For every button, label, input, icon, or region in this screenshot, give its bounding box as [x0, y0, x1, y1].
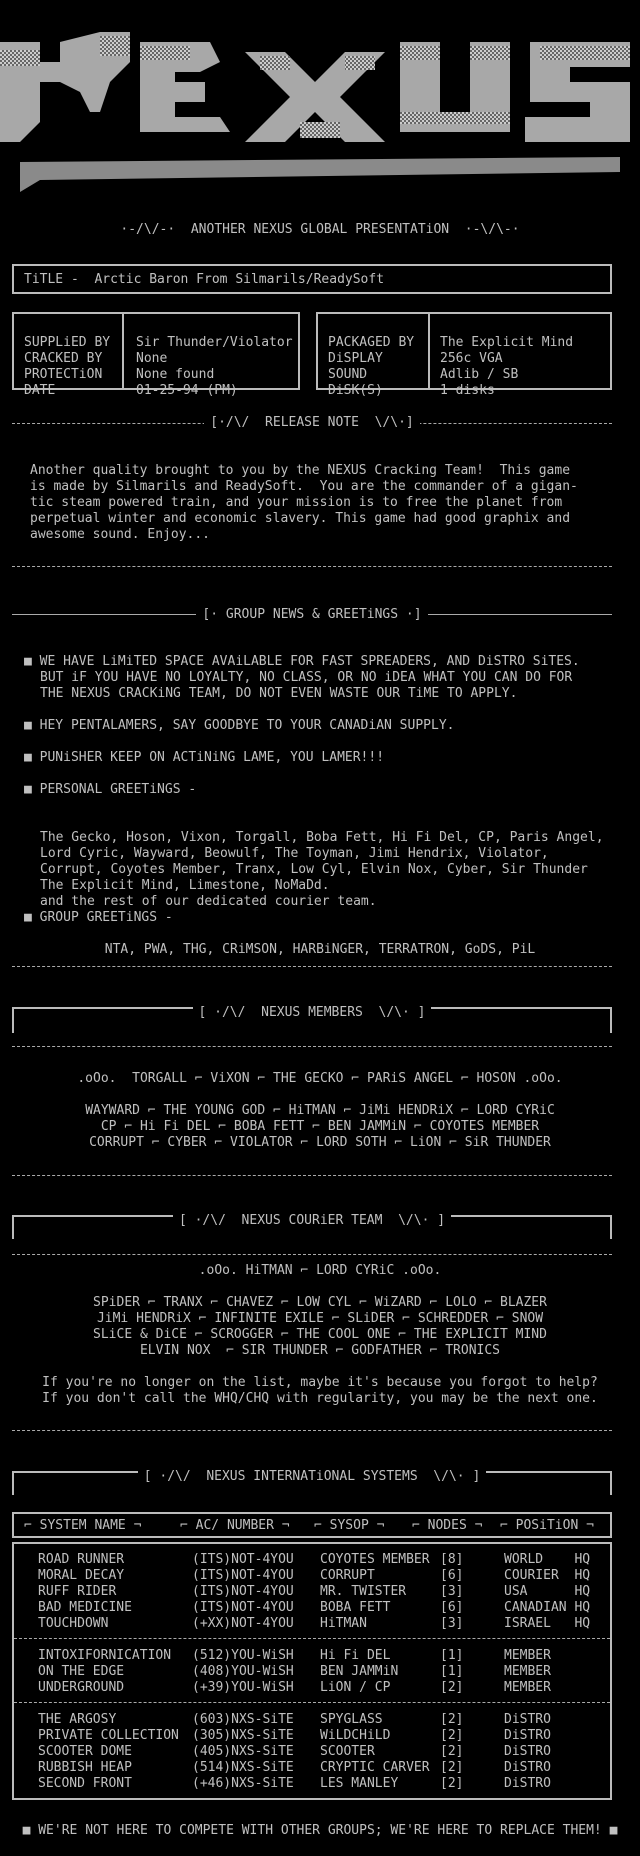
info-right-values: [440, 319, 573, 399]
system-cell: (ITS)NOT-4YOU: [192, 1584, 294, 1599]
info-left-labels: [24, 319, 110, 399]
news-item-1: ■ WE HAVE LiMiTED SPACE AVAiLABLE FOR FAST SPREADERS, AND DiSTRO SiTES.: [24, 654, 580, 669]
system-cell: (405)NXS-SiTE: [192, 1744, 294, 1759]
release-note-bottom-rule: [12, 566, 612, 567]
system-cell: [2]: [440, 1744, 464, 1759]
system-cell: [8]: [440, 1552, 464, 1567]
system-cell: MORAL DECAY: [38, 1568, 125, 1583]
courier-top: .oOo. HiTMAN ⌐ LORD CYRiC .oOo.: [198, 1263, 442, 1278]
members-line: CP ⌐ Hi Fi DEL ⌐ BOBA FETT ⌐ BEN JAMMiN ⌐ COYOTES MEMBER: [100, 1119, 540, 1134]
system-cell: LiON / CP: [320, 1680, 391, 1695]
system-cell: (ITS)NOT-4YOU: [192, 1568, 294, 1583]
members-header: [ ·/\/ NEXUS MEMBERS \/\· ]: [12, 1005, 612, 1021]
release-note-header: [·/\/ RELEASE NOTE \/\·]: [12, 415, 612, 431]
news-item-4: ■ PERSONAL GREETiNGS -: [24, 782, 197, 797]
system-cell: Hi Fi DEL: [320, 1648, 391, 1663]
system-cell: ISRAEL HQ: [504, 1616, 591, 1631]
members-top: .oOo. TORGALL ⌐ ViXON ⌐ THE GECKO ⌐ PARiS ANGEL ⌐ HOSON .oOo.: [77, 1071, 563, 1086]
date-value: 01-25-94 (PM): [136, 383, 238, 398]
system-cell: COURIER HQ: [504, 1568, 591, 1583]
group-greetings-list: NTA, PWA, THG, CRiMSON, HARBiNGER, TERRATRON, GoDS, PiL: [104, 942, 536, 957]
system-cell: [2]: [440, 1776, 464, 1791]
sound-value: Adlib / SB: [440, 367, 519, 382]
system-cell: MEMBER: [504, 1648, 551, 1663]
release-note-line: awesome sound. Enjoy...: [30, 527, 211, 542]
disks-label: DiSK(S): [328, 383, 383, 398]
system-cell: ON THE EDGE: [38, 1664, 125, 1679]
personal-greetings: [40, 814, 604, 910]
system-cell: LES MANLEY: [320, 1776, 399, 1791]
courier-note-line: If you don't call the WHQ/CHQ with regularity, you may be the next one.: [42, 1391, 598, 1406]
system-cell: [6]: [440, 1600, 464, 1615]
col-sysop: ⌐ SYSOP ¬: [314, 1518, 385, 1533]
col-system-name: ⌐ SYSTEM NAME ¬: [24, 1518, 142, 1533]
system-cell: CRYPTIC CARVER: [320, 1760, 430, 1775]
systems-group-divider: [14, 1702, 610, 1703]
system-cell: TOUCHDOWN: [38, 1616, 109, 1631]
system-cell: WiLDCHiLD: [320, 1728, 391, 1743]
system-cell: BEN JAMMiN: [320, 1664, 399, 1679]
col-position: ⌐ POSiTiON ¬: [500, 1518, 594, 1533]
system-cell: BAD MEDICINE: [38, 1600, 132, 1615]
system-cell: (ITS)NOT-4YOU: [192, 1552, 294, 1567]
supplied-by-value: Sir Thunder/Violator: [136, 335, 293, 350]
system-cell: (305)NXS-SiTE: [192, 1728, 294, 1743]
system-cell: RUFF RIDER: [38, 1584, 117, 1599]
system-cell: [1]: [440, 1664, 464, 1679]
disks-value: 1 disks: [440, 383, 495, 398]
group-greetings-label: ■ GROUP GREETiNGS -: [24, 910, 173, 925]
display-label: DiSPLAY: [328, 351, 383, 366]
date-label: DATE: [24, 383, 56, 398]
system-cell: BOBA FETT: [320, 1600, 391, 1615]
display-value: 256c VGA: [440, 351, 503, 366]
system-cell: UNDERGROUND: [38, 1680, 125, 1695]
release-note-line: tic steam powered train, and your mission is to free the planet from: [30, 495, 563, 510]
col-ac-number: ⌐ AC/ NUMBER ¬: [180, 1518, 290, 1533]
protection-value: None found: [136, 367, 215, 382]
system-cell: MEMBER: [504, 1664, 551, 1679]
system-cell: CANADIAN HQ: [504, 1600, 591, 1615]
supplied-by-label: SUPPLiED BY: [24, 335, 111, 350]
system-cell: ROAD RUNNER: [38, 1552, 125, 1567]
release-note-body: [30, 447, 578, 543]
system-cell: DiSTRO: [504, 1712, 551, 1727]
col-nodes: ⌐ NODES ¬: [412, 1518, 483, 1533]
info-left-values: [136, 319, 293, 399]
system-cell: (+XX)NOT-4YOU: [192, 1616, 294, 1631]
personal-greetings-line: Lord Cyric, Wayward, Beowulf, The Toyman, Jimi Hendrix, Violator,: [40, 846, 549, 861]
system-cell: WORLD HQ: [504, 1552, 591, 1567]
news-item-1-line-2: BUT iF YOU HAVE NO LOYALTY, NO CLASS, OR NO iDEA WHAT YOU CAN DO FOR: [40, 670, 573, 685]
members-line: CORRUPT ⌐ CYBER ⌐ VIOLATOR ⌐ LORD SOTH ⌐ LiON ⌐ SiR THUNDER: [89, 1135, 551, 1150]
system-cell: SCOOTER DOME: [38, 1744, 132, 1759]
news-item-3: ■ PUNiSHER KEEP ON ACTiNiNG LAME, YOU LAMER!!!: [24, 750, 385, 765]
system-cell: CORRUPT: [320, 1568, 375, 1583]
release-note-line: perpetual winter and economic slavery. This game had good graphix and: [30, 511, 571, 526]
personal-greetings-line: Corrupt, Coyotes Member, Tranx, Low Cyl, Elvin Nox, Cyber, Sir Thunder: [40, 862, 588, 877]
release-note-line: is made by Silmarils and ReadySoft. You are the commander of a gigan-: [30, 479, 578, 494]
news-item-2: ■ HEY PENTALAMERS, SAY GOODBYE TO YOUR CANADiAN SUPPLY.: [24, 718, 455, 733]
footer: ■ WE'RE NOT HERE TO COMPETE WITH OTHER GROUPS; WE'RE HERE TO REPLACE THEM! ■: [22, 1823, 618, 1838]
system-cell: HiTMAN: [320, 1616, 367, 1631]
members-line: WAYWARD ⌐ THE YOUNG GOD ⌐ HiTMAN ⌐ JiMi HENDRiX ⌐ LORD CYRiC: [85, 1103, 555, 1118]
system-cell: INTOXIFORNICATION: [38, 1648, 172, 1663]
system-cell: MR. TWISTER: [320, 1584, 407, 1599]
system-cell: COYOTES MEMBER: [320, 1552, 430, 1567]
title-line: TiTLE - Arctic Baron From Silmarils/ReadySoft: [24, 272, 385, 287]
system-cell: DiSTRO: [504, 1776, 551, 1791]
personal-greetings-line: The Explicit Mind, Limestone, NoMaDd.: [40, 878, 330, 893]
protection-label: PROTECTiON: [24, 367, 103, 382]
system-cell: SPYGLASS: [320, 1712, 383, 1727]
courier-header: [ ·/\/ NEXUS COURiER TEAM \/\· ]: [12, 1213, 612, 1229]
system-cell: RUBBISH HEAP: [38, 1760, 132, 1775]
system-cell: SECOND FRONT: [38, 1776, 132, 1791]
courier-line: SLiCE & DiCE ⌐ SCROGGER ⌐ THE COOL ONE ⌐ THE EXPLICIT MIND: [93, 1327, 547, 1342]
courier-top-rule: [12, 1254, 612, 1255]
system-cell: (ITS)NOT-4YOU: [192, 1600, 294, 1615]
system-cell: USA HQ: [504, 1584, 591, 1599]
system-cell: [3]: [440, 1584, 464, 1599]
system-cell: (512)YOU-WiSH: [192, 1648, 294, 1663]
cracked-by-value: None: [136, 351, 168, 366]
members-top-rule: [12, 1046, 612, 1047]
system-cell: DiSTRO: [504, 1760, 551, 1775]
nexus-logo: [0, 22, 640, 192]
release-note-line: Another quality brought to you by the NEXUS Cracking Team! This game: [30, 463, 571, 478]
system-cell: (+39)YOU-WiSH: [192, 1680, 294, 1695]
system-cell: (+46)NXS-SiTE: [192, 1776, 294, 1791]
packaged-by-value: The Explicit Mind: [440, 335, 574, 350]
courier-line: ELVIN NOX ⌐ SIR THUNDER ⌐ GODFATHER ⌐ TRONICS: [139, 1343, 501, 1358]
system-cell: PRIVATE COLLECTION: [38, 1728, 179, 1743]
courier-line: SPiDER ⌐ TRANX ⌐ CHAVEZ ⌐ LOW CYL ⌐ WiZARD ⌐ LOLO ⌐ BLAZER: [93, 1295, 547, 1310]
news-item-1-line-3: THE NEXUS CRACKiNG TEAM, DO NOT EVEN WASTE OUR TiME TO APPLY.: [40, 686, 518, 701]
members-bottom-rule: [12, 1175, 612, 1176]
personal-greetings-line: The Gecko, Hoson, Vixon, Torgall, Boba Fett, Hi Fi Del, CP, Paris Angel,: [40, 830, 604, 845]
group-news-header: [· GROUP NEWS & GREETiNGS ·]: [12, 607, 612, 623]
system-cell: DiSTRO: [504, 1728, 551, 1743]
system-cell: (514)NXS-SiTE: [192, 1760, 294, 1775]
system-cell: THE ARGOSY: [38, 1712, 117, 1727]
system-cell: (603)NXS-SiTE: [192, 1712, 294, 1727]
systems-group-divider: [14, 1638, 610, 1639]
personal-greetings-line: and the rest of our dedicated courier team.: [40, 894, 377, 909]
system-cell: [2]: [440, 1680, 464, 1695]
courier-line: JiMi HENDRiX ⌐ INFINITE EXILE ⌐ SLiDER ⌐ SCHREDDER ⌐ SNOW: [96, 1311, 544, 1326]
sound-label: SOUND: [328, 367, 368, 382]
system-cell: SCOOTER: [320, 1744, 375, 1759]
courier-note-line: If you're no longer on the list, maybe it's because you forgot to help?: [42, 1375, 598, 1390]
system-cell: [3]: [440, 1616, 464, 1631]
system-cell: (408)YOU-WiSH: [192, 1664, 294, 1679]
systems-header: [ ·/\/ NEXUS INTERNATiONAL SYSTEMS \/\· ]: [12, 1469, 612, 1485]
courier-bottom-rule: [12, 1430, 612, 1431]
presentation-line: ·-/\/-· ANOTHER NEXUS GLOBAL PRESENTATiON ·-\/\-·: [120, 222, 520, 237]
system-cell: [2]: [440, 1728, 464, 1743]
system-cell: [2]: [440, 1760, 464, 1775]
system-cell: [2]: [440, 1712, 464, 1727]
info-right-labels: [328, 319, 414, 399]
system-cell: MEMBER: [504, 1680, 551, 1695]
cracked-by-label: CRACKED BY: [24, 351, 103, 366]
system-cell: [1]: [440, 1648, 464, 1663]
system-cell: DiSTRO: [504, 1744, 551, 1759]
packaged-by-label: PACKAGED BY: [328, 335, 415, 350]
system-cell: [6]: [440, 1568, 464, 1583]
group-news-bottom-rule: [12, 966, 612, 967]
